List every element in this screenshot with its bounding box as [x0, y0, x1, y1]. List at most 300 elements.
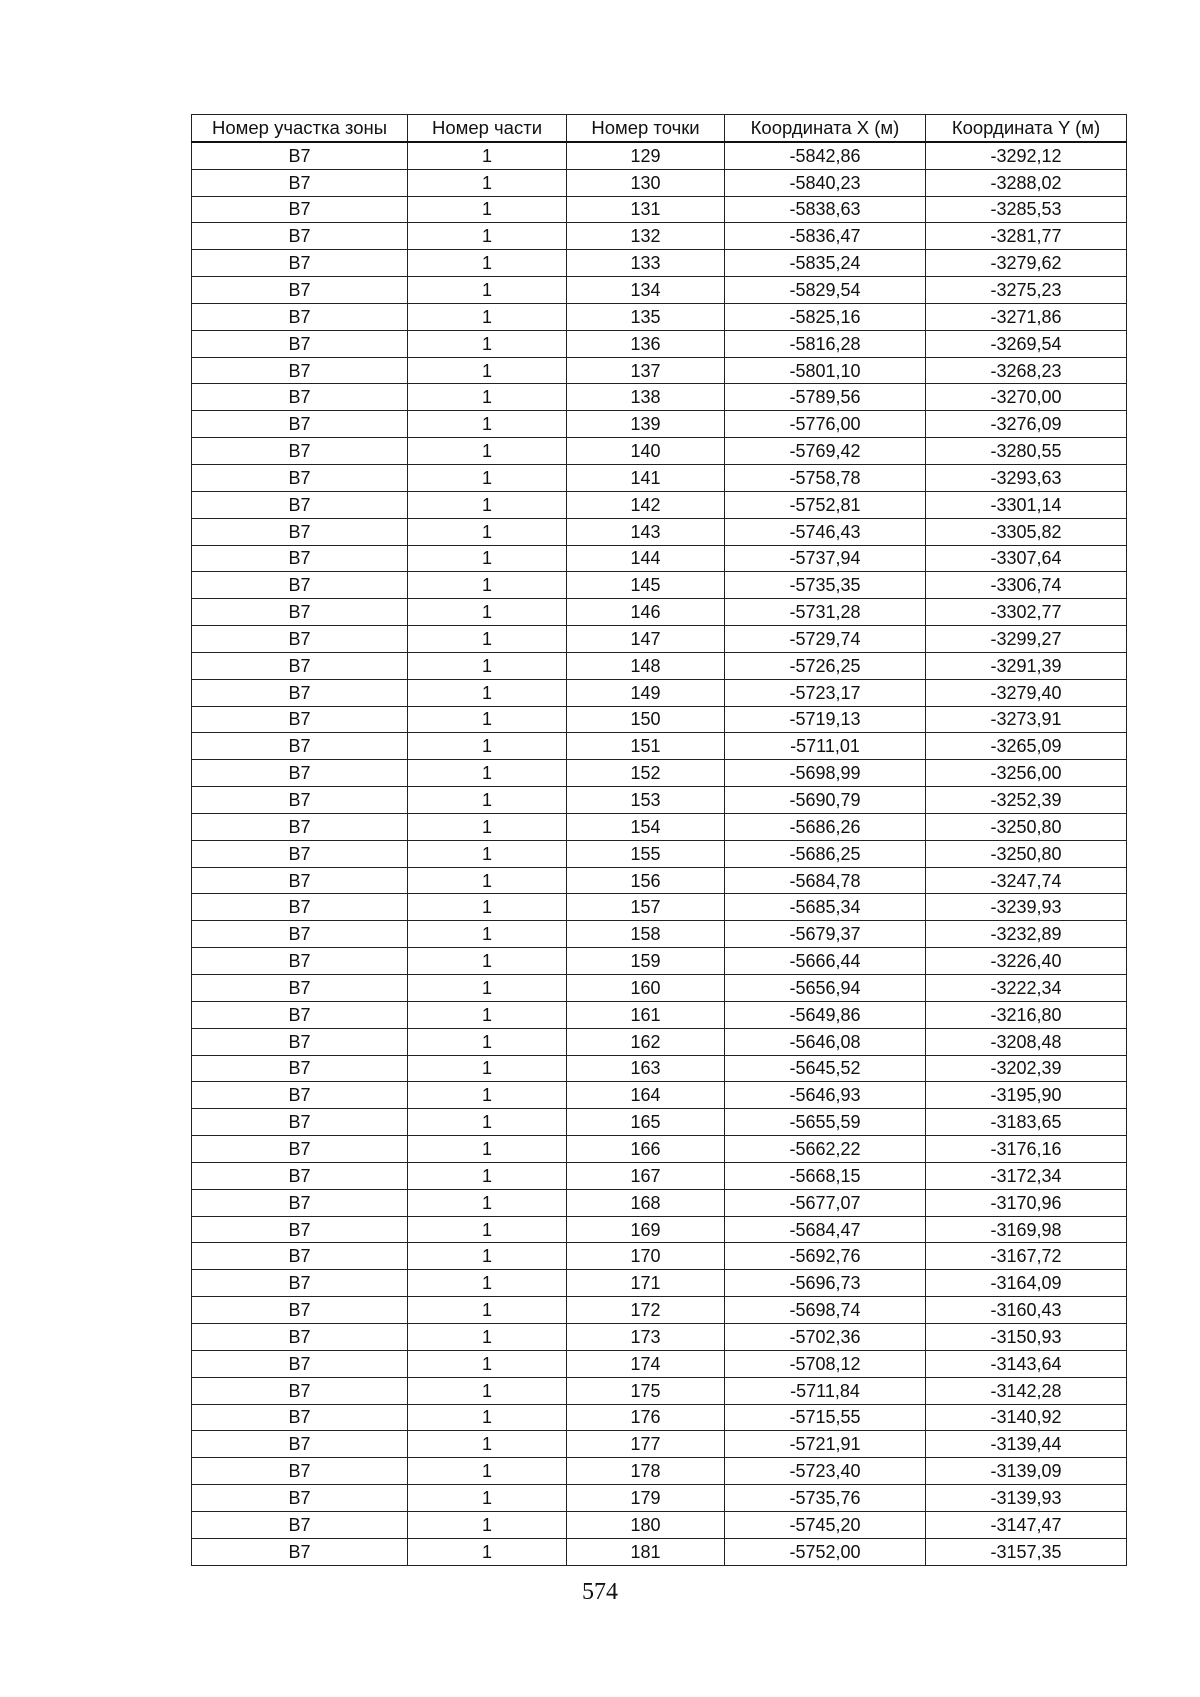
coordinate-x-cell: -5752,00: [725, 1538, 926, 1565]
coordinate-x-cell: -5690,79: [725, 787, 926, 814]
zone-section-cell: В7: [192, 411, 408, 438]
table-header: [192, 115, 1127, 142]
table-row: [192, 572, 1127, 599]
coordinate-y-cell: -3268,23: [926, 357, 1127, 384]
point-number-cell: 147: [567, 626, 725, 653]
part-number-cell: 1: [408, 1511, 567, 1538]
part-number-cell: 1: [408, 1216, 567, 1243]
table-row: [192, 1082, 1127, 1109]
coordinate-x-cell: -5656,94: [725, 975, 926, 1002]
coordinate-y-cell: -3143,64: [926, 1350, 1127, 1377]
point-number-cell: 180: [567, 1511, 725, 1538]
zone-section-cell: В7: [192, 1028, 408, 1055]
part-number-cell: 1: [408, 330, 567, 357]
point-number-cell: 142: [567, 491, 725, 518]
zone-section-cell: В7: [192, 1189, 408, 1216]
part-number-cell: 1: [408, 1001, 567, 1028]
table-row: [192, 142, 1127, 169]
part-number-cell: 1: [408, 438, 567, 465]
coordinate-x-cell: -5735,35: [725, 572, 926, 599]
table-row: [192, 464, 1127, 491]
part-number-cell: 1: [408, 169, 567, 196]
table-row: [192, 196, 1127, 223]
table-row: [192, 1028, 1127, 1055]
table-row: [192, 1216, 1127, 1243]
zone-section-cell: В7: [192, 1485, 408, 1512]
coordinate-x-cell: -5838,63: [725, 196, 926, 223]
coordinate-y-cell: -3307,64: [926, 545, 1127, 572]
point-number-cell: 137: [567, 357, 725, 384]
point-number-cell: 164: [567, 1082, 725, 1109]
coordinate-x-cell: -5679,37: [725, 921, 926, 948]
zone-section-cell: В7: [192, 733, 408, 760]
coordinate-y-cell: -3293,63: [926, 464, 1127, 491]
table-row: [192, 1243, 1127, 1270]
part-number-cell: 1: [408, 250, 567, 277]
point-number-cell: 158: [567, 921, 725, 948]
zone-section-cell: В7: [192, 572, 408, 599]
coordinate-x-cell: -5684,47: [725, 1216, 926, 1243]
zone-section-cell: В7: [192, 518, 408, 545]
table-row: [192, 813, 1127, 840]
zone-section-cell: В7: [192, 169, 408, 196]
point-number-cell: 138: [567, 384, 725, 411]
coordinate-x-cell: -5662,22: [725, 1136, 926, 1163]
coordinate-y-cell: -3306,74: [926, 572, 1127, 599]
coordinate-x-cell: -5666,44: [725, 948, 926, 975]
coordinate-x-cell: -5646,93: [725, 1082, 926, 1109]
table-row: [192, 1270, 1127, 1297]
coordinate-y-cell: -3269,54: [926, 330, 1127, 357]
zone-section-cell: В7: [192, 1109, 408, 1136]
zone-section-cell: В7: [192, 706, 408, 733]
table-row: [192, 545, 1127, 572]
zone-section-cell: В7: [192, 357, 408, 384]
header-coordinate-x: Координата X (м): [725, 115, 926, 142]
part-number-cell: 1: [408, 223, 567, 250]
point-number-cell: 145: [567, 572, 725, 599]
point-number-cell: 159: [567, 948, 725, 975]
coordinate-x-cell: -5711,84: [725, 1377, 926, 1404]
coordinate-y-cell: -3250,80: [926, 813, 1127, 840]
point-number-cell: 131: [567, 196, 725, 223]
point-number-cell: 141: [567, 464, 725, 491]
coordinate-x-cell: -5726,25: [725, 652, 926, 679]
coordinate-y-cell: -3279,62: [926, 250, 1127, 277]
zone-section-cell: В7: [192, 491, 408, 518]
point-number-cell: 156: [567, 867, 725, 894]
zone-section-cell: В7: [192, 679, 408, 706]
part-number-cell: 1: [408, 1404, 567, 1431]
point-number-cell: 175: [567, 1377, 725, 1404]
table-row: [192, 1431, 1127, 1458]
point-number-cell: 153: [567, 787, 725, 814]
table-row: [192, 975, 1127, 1002]
table-row: [192, 384, 1127, 411]
point-number-cell: 132: [567, 223, 725, 250]
table-row: [192, 1538, 1127, 1565]
coordinate-y-cell: -3139,44: [926, 1431, 1127, 1458]
table-row: [192, 1458, 1127, 1485]
table-row: [192, 1136, 1127, 1163]
coordinate-y-cell: -3226,40: [926, 948, 1127, 975]
table-row: [192, 1055, 1127, 1082]
point-number-cell: 150: [567, 706, 725, 733]
point-number-cell: 167: [567, 1162, 725, 1189]
part-number-cell: 1: [408, 1485, 567, 1512]
part-number-cell: 1: [408, 1243, 567, 1270]
coordinate-x-cell: -5746,43: [725, 518, 926, 545]
coordinate-x-cell: -5668,15: [725, 1162, 926, 1189]
coordinate-y-cell: -3285,53: [926, 196, 1127, 223]
point-number-cell: 171: [567, 1270, 725, 1297]
table-row: [192, 518, 1127, 545]
zone-section-cell: В7: [192, 1323, 408, 1350]
zone-section-cell: В7: [192, 948, 408, 975]
part-number-cell: 1: [408, 545, 567, 572]
part-number-cell: 1: [408, 1189, 567, 1216]
coordinate-x-cell: -5696,73: [725, 1270, 926, 1297]
point-number-cell: 154: [567, 813, 725, 840]
coordinate-y-cell: -3279,40: [926, 679, 1127, 706]
coordinate-x-cell: -5655,59: [725, 1109, 926, 1136]
zone-section-cell: В7: [192, 1082, 408, 1109]
page-number: 574: [582, 1579, 618, 1605]
point-number-cell: 172: [567, 1297, 725, 1324]
coordinate-x-cell: -5677,07: [725, 1189, 926, 1216]
point-number-cell: 181: [567, 1538, 725, 1565]
zone-section-cell: В7: [192, 867, 408, 894]
header-point-number: Номер точки: [567, 115, 725, 142]
coordinate-y-cell: -3239,93: [926, 894, 1127, 921]
zone-section-cell: В7: [192, 330, 408, 357]
zone-section-cell: В7: [192, 1404, 408, 1431]
coordinate-x-cell: -5708,12: [725, 1350, 926, 1377]
header-row: [192, 115, 1127, 142]
table-row: [192, 894, 1127, 921]
part-number-cell: 1: [408, 196, 567, 223]
coordinate-y-cell: -3222,34: [926, 975, 1127, 1002]
part-number-cell: 1: [408, 1431, 567, 1458]
part-number-cell: 1: [408, 733, 567, 760]
table-row: [192, 1001, 1127, 1028]
coordinate-y-cell: -3281,77: [926, 223, 1127, 250]
part-number-cell: 1: [408, 518, 567, 545]
coordinate-y-cell: -3183,65: [926, 1109, 1127, 1136]
part-number-cell: 1: [408, 1297, 567, 1324]
coordinate-x-cell: -5758,78: [725, 464, 926, 491]
part-number-cell: 1: [408, 572, 567, 599]
coordinate-y-cell: -3275,23: [926, 277, 1127, 304]
coordinate-x-cell: -5825,16: [725, 303, 926, 330]
coordinate-x-cell: -5801,10: [725, 357, 926, 384]
coordinate-x-cell: -5835,24: [725, 250, 926, 277]
table-row: [192, 223, 1127, 250]
zone-section-cell: В7: [192, 1511, 408, 1538]
coordinate-x-cell: -5719,13: [725, 706, 926, 733]
table-row: [192, 652, 1127, 679]
coordinate-y-cell: -3176,16: [926, 1136, 1127, 1163]
coordinate-x-cell: -5776,00: [725, 411, 926, 438]
coordinate-x-cell: -5752,81: [725, 491, 926, 518]
coordinate-y-cell: -3140,92: [926, 1404, 1127, 1431]
part-number-cell: 1: [408, 464, 567, 491]
coordinate-x-cell: -5721,91: [725, 1431, 926, 1458]
point-number-cell: 163: [567, 1055, 725, 1082]
coordinate-y-cell: -3280,55: [926, 438, 1127, 465]
coordinate-y-cell: -3216,80: [926, 1001, 1127, 1028]
point-number-cell: 134: [567, 277, 725, 304]
zone-section-cell: В7: [192, 1350, 408, 1377]
point-number-cell: 177: [567, 1431, 725, 1458]
part-number-cell: 1: [408, 384, 567, 411]
coordinate-x-cell: -5829,54: [725, 277, 926, 304]
coordinate-y-cell: -3150,93: [926, 1323, 1127, 1350]
coordinate-y-cell: -3256,00: [926, 760, 1127, 787]
part-number-cell: 1: [408, 679, 567, 706]
zone-section-cell: В7: [192, 1538, 408, 1565]
coordinate-y-cell: -3305,82: [926, 518, 1127, 545]
point-number-cell: 169: [567, 1216, 725, 1243]
part-number-cell: 1: [408, 787, 567, 814]
coordinate-y-cell: -3291,39: [926, 652, 1127, 679]
point-number-cell: 135: [567, 303, 725, 330]
zone-section-cell: В7: [192, 1136, 408, 1163]
point-number-cell: 170: [567, 1243, 725, 1270]
coordinate-y-cell: -3169,98: [926, 1216, 1127, 1243]
coordinate-y-cell: -3172,34: [926, 1162, 1127, 1189]
coordinate-y-cell: -3273,91: [926, 706, 1127, 733]
coordinate-x-cell: -5702,36: [725, 1323, 926, 1350]
table-row: [192, 921, 1127, 948]
point-number-cell: 129: [567, 142, 725, 169]
part-number-cell: 1: [408, 706, 567, 733]
part-number-cell: 1: [408, 411, 567, 438]
table-row: [192, 1404, 1127, 1431]
part-number-cell: 1: [408, 652, 567, 679]
point-number-cell: 173: [567, 1323, 725, 1350]
coordinate-y-cell: -3270,00: [926, 384, 1127, 411]
coordinate-x-cell: -5769,42: [725, 438, 926, 465]
table-row: [192, 733, 1127, 760]
point-number-cell: 146: [567, 599, 725, 626]
coordinate-y-cell: -3195,90: [926, 1082, 1127, 1109]
part-number-cell: 1: [408, 491, 567, 518]
coordinate-y-cell: -3232,89: [926, 921, 1127, 948]
part-number-cell: 1: [408, 760, 567, 787]
part-number-cell: 1: [408, 1136, 567, 1163]
point-number-cell: 161: [567, 1001, 725, 1028]
part-number-cell: 1: [408, 840, 567, 867]
coordinate-x-cell: -5686,25: [725, 840, 926, 867]
coordinate-y-cell: -3301,14: [926, 491, 1127, 518]
table-row: [192, 760, 1127, 787]
part-number-cell: 1: [408, 975, 567, 1002]
part-number-cell: 1: [408, 626, 567, 653]
point-number-cell: 166: [567, 1136, 725, 1163]
part-number-cell: 1: [408, 1109, 567, 1136]
table-row: [192, 706, 1127, 733]
zone-section-cell: В7: [192, 894, 408, 921]
coordinates-table: [191, 114, 1127, 1566]
zone-section-cell: В7: [192, 1458, 408, 1485]
table-row: [192, 357, 1127, 384]
zone-section-cell: В7: [192, 223, 408, 250]
point-number-cell: 160: [567, 975, 725, 1002]
coordinate-y-cell: -3208,48: [926, 1028, 1127, 1055]
zone-section-cell: В7: [192, 787, 408, 814]
coordinate-x-cell: -5840,23: [725, 169, 926, 196]
table-row: [192, 250, 1127, 277]
coordinate-y-cell: -3288,02: [926, 169, 1127, 196]
point-number-cell: 136: [567, 330, 725, 357]
coordinate-y-cell: -3252,39: [926, 787, 1127, 814]
header-coordinate-y: Координата Y (м): [926, 115, 1127, 142]
point-number-cell: 179: [567, 1485, 725, 1512]
coordinate-y-cell: -3292,12: [926, 142, 1127, 169]
coordinate-x-cell: -5735,76: [725, 1485, 926, 1512]
point-number-cell: 178: [567, 1458, 725, 1485]
zone-section-cell: В7: [192, 1216, 408, 1243]
table-row: [192, 679, 1127, 706]
coordinate-y-cell: -3202,39: [926, 1055, 1127, 1082]
part-number-cell: 1: [408, 357, 567, 384]
coordinate-y-cell: -3276,09: [926, 411, 1127, 438]
coordinate-y-cell: -3265,09: [926, 733, 1127, 760]
table-row: [192, 1323, 1127, 1350]
coordinate-y-cell: -3142,28: [926, 1377, 1127, 1404]
zone-section-cell: В7: [192, 1270, 408, 1297]
table-row: [192, 169, 1127, 196]
part-number-cell: 1: [408, 948, 567, 975]
coordinate-x-cell: -5816,28: [725, 330, 926, 357]
coordinate-x-cell: -5711,01: [725, 733, 926, 760]
coordinate-y-cell: -3139,93: [926, 1485, 1127, 1512]
coordinate-x-cell: -5646,08: [725, 1028, 926, 1055]
zone-section-cell: В7: [192, 545, 408, 572]
zone-section-cell: В7: [192, 438, 408, 465]
header-part-number: Номер части: [408, 115, 567, 142]
zone-section-cell: В7: [192, 277, 408, 304]
zone-section-cell: В7: [192, 921, 408, 948]
table-row: [192, 599, 1127, 626]
coordinate-x-cell: -5729,74: [725, 626, 926, 653]
point-number-cell: 168: [567, 1189, 725, 1216]
coordinate-y-cell: -3147,47: [926, 1511, 1127, 1538]
zone-section-cell: В7: [192, 652, 408, 679]
part-number-cell: 1: [408, 303, 567, 330]
table-row: [192, 626, 1127, 653]
part-number-cell: 1: [408, 894, 567, 921]
zone-section-cell: В7: [192, 1377, 408, 1404]
coordinate-x-cell: -5698,74: [725, 1297, 926, 1324]
part-number-cell: 1: [408, 1162, 567, 1189]
part-number-cell: 1: [408, 1028, 567, 1055]
part-number-cell: 1: [408, 599, 567, 626]
part-number-cell: 1: [408, 921, 567, 948]
table-row: [192, 840, 1127, 867]
part-number-cell: 1: [408, 1458, 567, 1485]
zone-section-cell: В7: [192, 1162, 408, 1189]
part-number-cell: 1: [408, 1323, 567, 1350]
point-number-cell: 176: [567, 1404, 725, 1431]
coordinate-x-cell: -5789,56: [725, 384, 926, 411]
coordinate-x-cell: -5698,99: [725, 760, 926, 787]
table-row: [192, 1189, 1127, 1216]
zone-section-cell: В7: [192, 1055, 408, 1082]
coordinate-y-cell: -3299,27: [926, 626, 1127, 653]
zone-section-cell: В7: [192, 599, 408, 626]
coordinate-x-cell: -5692,76: [725, 1243, 926, 1270]
point-number-cell: 130: [567, 169, 725, 196]
header-zone-section-number: Номер участка зоны: [192, 115, 408, 142]
part-number-cell: 1: [408, 1538, 567, 1565]
table-row: [192, 438, 1127, 465]
table-row: [192, 1485, 1127, 1512]
point-number-cell: 143: [567, 518, 725, 545]
coordinate-y-cell: -3170,96: [926, 1189, 1127, 1216]
coordinate-x-cell: -5684,78: [725, 867, 926, 894]
zone-section-cell: В7: [192, 1431, 408, 1458]
part-number-cell: 1: [408, 1270, 567, 1297]
table-row: [192, 1162, 1127, 1189]
table-row: [192, 1511, 1127, 1538]
point-number-cell: 155: [567, 840, 725, 867]
coordinate-y-cell: -3167,72: [926, 1243, 1127, 1270]
coordinate-x-cell: -5745,20: [725, 1511, 926, 1538]
table-row: [192, 330, 1127, 357]
zone-section-cell: В7: [192, 975, 408, 1002]
zone-section-cell: В7: [192, 840, 408, 867]
table-row: [192, 411, 1127, 438]
zone-section-cell: В7: [192, 813, 408, 840]
coordinate-x-cell: -5649,86: [725, 1001, 926, 1028]
table-body: [192, 142, 1127, 1565]
table-row: [192, 303, 1127, 330]
point-number-cell: 144: [567, 545, 725, 572]
point-number-cell: 151: [567, 733, 725, 760]
table-row: [192, 1109, 1127, 1136]
point-number-cell: 162: [567, 1028, 725, 1055]
point-number-cell: 174: [567, 1350, 725, 1377]
table-row: [192, 787, 1127, 814]
coordinate-y-cell: -3302,77: [926, 599, 1127, 626]
point-number-cell: 165: [567, 1109, 725, 1136]
coordinate-y-cell: -3247,74: [926, 867, 1127, 894]
zone-section-cell: В7: [192, 142, 408, 169]
coordinate-x-cell: -5685,34: [725, 894, 926, 921]
zone-section-cell: В7: [192, 464, 408, 491]
zone-section-cell: В7: [192, 1243, 408, 1270]
coordinate-x-cell: -5686,26: [725, 813, 926, 840]
part-number-cell: 1: [408, 813, 567, 840]
zone-section-cell: В7: [192, 384, 408, 411]
table-row: [192, 1350, 1127, 1377]
zone-section-cell: В7: [192, 250, 408, 277]
coordinate-x-cell: -5723,17: [725, 679, 926, 706]
zone-section-cell: В7: [192, 196, 408, 223]
table-row: [192, 948, 1127, 975]
point-number-cell: 140: [567, 438, 725, 465]
coordinate-x-cell: -5731,28: [725, 599, 926, 626]
zone-section-cell: В7: [192, 760, 408, 787]
coordinate-y-cell: -3164,09: [926, 1270, 1127, 1297]
part-number-cell: 1: [408, 1055, 567, 1082]
part-number-cell: 1: [408, 1350, 567, 1377]
coordinate-y-cell: -3157,35: [926, 1538, 1127, 1565]
table-row: [192, 1297, 1127, 1324]
coordinate-x-cell: -5842,86: [725, 142, 926, 169]
